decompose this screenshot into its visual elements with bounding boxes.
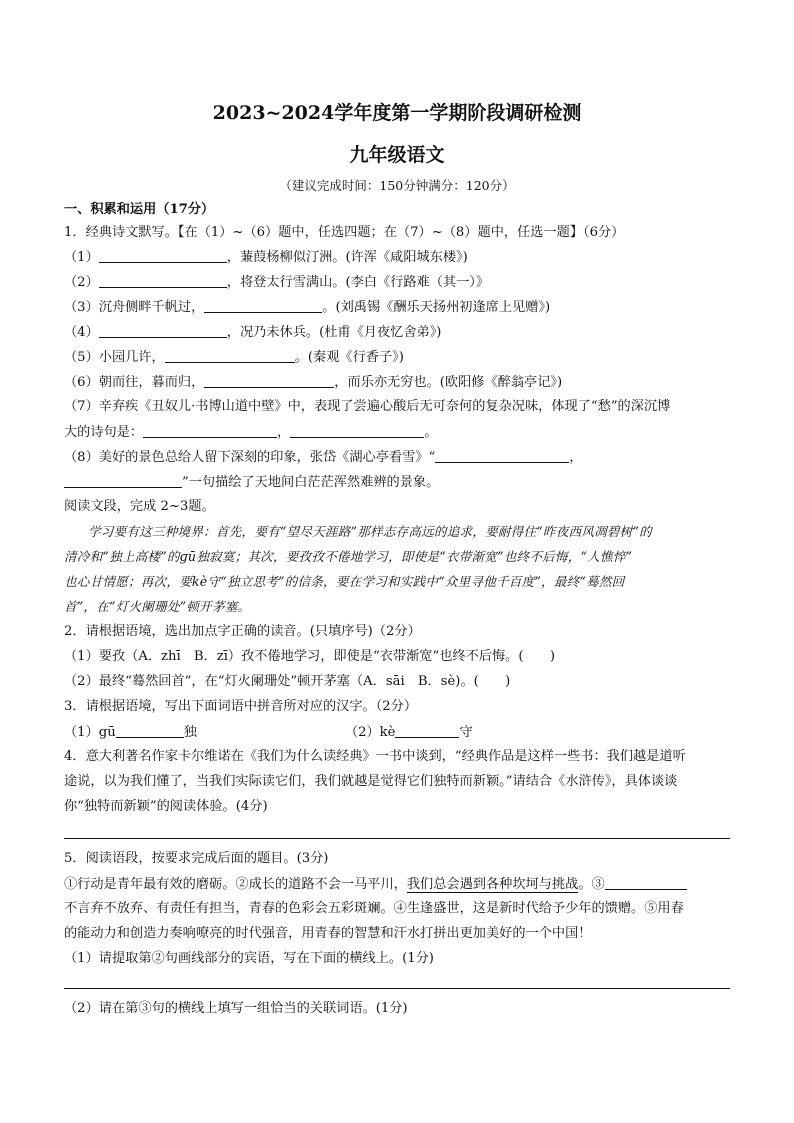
section-heading: 一、积累和运用（17分）	[64, 202, 215, 217]
text: 。③	[578, 877, 605, 892]
text: （2）kè	[344, 725, 396, 740]
text: ，蒹葭杨柳似汀洲。(许浑《咸阳城东楼》)	[226, 250, 468, 265]
answer-blank[interactable]	[99, 272, 227, 288]
text: 守	[459, 725, 473, 740]
q1-line-2	[64, 272, 730, 293]
answer-blank[interactable]	[395, 722, 459, 738]
q1-line-7: （7）辛弃疾《丑奴儿·书博山道中壁》中，表现了尝遍心酸后无可奈何的复杂况味，体现了“愁”的深沉博	[64, 399, 671, 414]
text: （2）	[64, 275, 99, 290]
q3-stem: 3．请根据语境，写出下面词语中拼音所对应的汉字。（2分）	[64, 699, 418, 714]
q5-sub-2: （2）请在第③句的横线上填写一组恰当的关联词语。(1分)	[64, 1001, 408, 1016]
passage-line: 清冷和“独上高楼”的ɡū独寂寞；其次，要孜孜不倦地学习，即使是“衣带渐宽”也终不后悔，“人憔悴”	[64, 549, 633, 564]
text: （3）沉舟侧畔千帆过，	[64, 300, 205, 315]
q1-stem: 1．经典诗文默写。【在（1）~（6）题中，任选四题；在（7）~（8）题中，任选一题】（6分）	[64, 225, 625, 240]
q3-subs	[64, 722, 730, 743]
q5-para-2: 不言弃不放弃、有责任有担当，青春的色彩会五彩斑斓。④生逢盛世，这是新时代给予少年的馈赠。⑤用春	[64, 901, 684, 916]
q5-para-1	[64, 874, 730, 895]
exam-subject: 九年级语文	[349, 144, 445, 166]
text: 独	[183, 725, 197, 740]
text: 。(刘禹锡《酬乐天扬州初逢席上见赠》)	[322, 300, 551, 315]
text: ，况乃未休兵。(杜甫《月夜忆舍弟》)	[226, 325, 442, 340]
answer-blank[interactable]	[605, 874, 687, 890]
q4-line: 4．意大利著名作家卡尔维诺在《我们为什么读经典》一书中谈到，“经典作品是这样一些书：我们越是道听	[64, 749, 686, 764]
q2-sub-2: （2）最终“蓦然回首”，在“灯火阑珊处”顿开茅塞（A．sāi B．sè)。( )	[64, 674, 511, 689]
answer-blank[interactable]	[165, 347, 295, 363]
text: 。(秦观《行香子》)	[294, 350, 404, 365]
q1-line-6	[64, 372, 730, 393]
text: （6）朝而往，暮而归，	[64, 375, 205, 390]
passage-line: 也心甘情愿；再次，要kè守“独立思考”的信条，要在学习和实践中“众里寻他千百度”，最终“蓦然回	[64, 574, 625, 589]
q1-line-5	[64, 347, 730, 368]
q1-line-7b	[64, 422, 730, 443]
reading-intro: 阅读文段，完成 2~3题。	[64, 499, 215, 514]
text: 。	[424, 425, 438, 440]
answer-blank[interactable]	[99, 322, 227, 338]
answer-blank[interactable]	[116, 722, 184, 738]
exam-title: 2023~2024学年度第一学期阶段调研检测	[212, 102, 582, 124]
text: ，	[277, 425, 291, 440]
answer-blank[interactable]	[204, 372, 334, 388]
answer-line[interactable]	[64, 838, 730, 839]
text: （1）	[64, 250, 99, 265]
q1-line-3	[64, 297, 730, 318]
answer-blank[interactable]	[204, 297, 322, 313]
text: ，	[569, 450, 583, 465]
text: （4）	[64, 325, 99, 340]
underlined-phrase: 我们总会遇到各种坎坷与挑战	[406, 877, 579, 892]
answer-blank[interactable]	[64, 472, 182, 488]
q5-stem: 5．阅读语段，按要求完成后面的题目。(3分)	[64, 851, 329, 866]
text: （8）美好的景色总给人留下深刻的印象，张岱《湖心亭看雪》“	[64, 450, 436, 465]
answer-blank[interactable]	[435, 447, 569, 463]
q4-line: 途说，以为我们懂了，当我们实际读它们，我们就越是觉得它们独特而新颖。”请结合《水浒传》，具体谈谈	[64, 774, 678, 789]
text: （5）小园几许，	[64, 350, 165, 365]
answer-blank[interactable]	[99, 247, 227, 263]
text: ①行动是青年最有效的磨砺。②成长的道路不会一马平川，	[64, 877, 407, 892]
passage-line: 学习要有这三种境界：首先，要有“望尽天涯路”那样志存高远的追求，要耐得住“昨夜西风凋碧树”的	[88, 524, 652, 539]
text: ，而乐亦无穷也。(欧阳修《醉翁亭记》)	[334, 375, 563, 390]
answer-blank[interactable]	[143, 422, 277, 438]
q2-stem: 2．请根据语境，选出加点字正确的读音。(只填序号)（2分）	[64, 624, 421, 639]
text: ，将登太行雪满山。(李白《行路难（其一）》	[226, 275, 490, 290]
answer-line[interactable]	[64, 988, 730, 989]
exam-note: （建议完成时间：150分钟满分：120分）	[279, 178, 515, 193]
q5-sub-1: （1）请提取第②句画线部分的宾语，写在下面的横线上。(1分)	[64, 951, 434, 966]
q1-line-8b	[64, 472, 730, 493]
q1-line-8	[64, 447, 730, 468]
text: （1）gū	[64, 725, 116, 740]
q2-sub-1: （1）要孜（A．zhī B．zī）孜不倦地学习，即使是“衣带渐宽”也终不后悔。( )	[64, 649, 556, 664]
passage-line: 首”，在“灯火阑珊处”顿开茅塞。	[64, 599, 251, 614]
text: 大的诗句是：	[64, 425, 144, 440]
q1-line-1	[64, 247, 730, 268]
text: ”一句描绘了天地间白茫茫浑然难辨的景象。	[182, 475, 440, 490]
q4-line: 你“独特而新颖”的阅读体验。(4分)	[64, 799, 268, 814]
answer-blank[interactable]	[290, 422, 424, 438]
q1-line-4	[64, 322, 730, 343]
q5-para-3: 的能动力和创造力奏响嘹亮的时代强音，用青春的智慧和汗水打拼出更加美好的一个中国！	[64, 926, 592, 941]
